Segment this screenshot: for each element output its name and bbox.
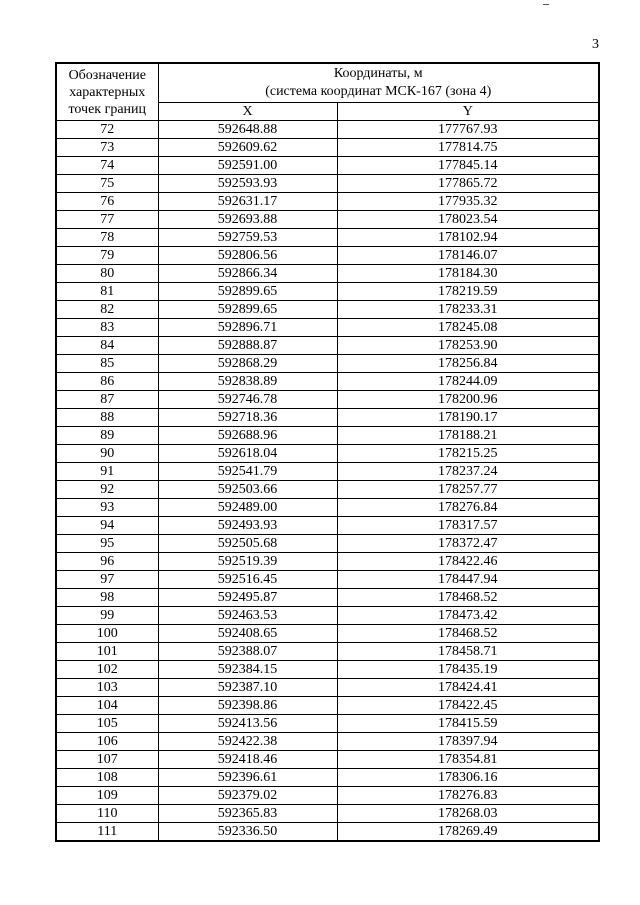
x-coordinate-cell: 592899.65 — [158, 301, 337, 319]
x-coordinate-cell: 592422.38 — [158, 733, 337, 751]
point-number-cell: 102 — [56, 661, 158, 679]
x-coordinate-cell: 592493.93 — [158, 517, 337, 535]
table-row — [56, 121, 599, 139]
table-row — [56, 589, 599, 607]
y-coordinate-cell: 178200.96 — [337, 391, 599, 409]
table-row — [56, 679, 599, 697]
point-number-cell: 81 — [56, 283, 158, 301]
y-coordinate-cell: 178422.45 — [337, 697, 599, 715]
scan-mark — [543, 4, 549, 5]
table-row — [56, 409, 599, 427]
table-row — [56, 481, 599, 499]
table-row — [56, 427, 599, 445]
table-row — [56, 373, 599, 391]
x-coordinate-cell: 592541.79 — [158, 463, 337, 481]
point-number-cell: 91 — [56, 463, 158, 481]
point-label-header — [56, 63, 158, 121]
y-coordinate-cell: 178253.90 — [337, 337, 599, 355]
y-coordinate-cell: 177767.93 — [337, 121, 599, 139]
y-column-header: Y — [337, 103, 599, 121]
y-coordinate-cell: 178268.03 — [337, 805, 599, 823]
x-coordinate-cell: 592408.65 — [158, 625, 337, 643]
coordinates-subtitle: (система координат МСК-167 (зона 4) — [265, 84, 492, 99]
y-coordinate-cell: 178372.47 — [337, 535, 599, 553]
x-coordinate-cell: 592516.45 — [158, 571, 337, 589]
x-coordinate-cell: 592899.65 — [158, 283, 337, 301]
y-coordinate-cell: 178237.24 — [337, 463, 599, 481]
y-coordinate-cell: 178354.81 — [337, 751, 599, 769]
point-number-cell: 72 — [56, 121, 158, 139]
x-coordinate-cell: 592503.66 — [158, 481, 337, 499]
x-coordinate-cell: 592868.29 — [158, 355, 337, 373]
x-coordinate-cell: 592495.87 — [158, 589, 337, 607]
point-number-cell: 75 — [56, 175, 158, 193]
y-coordinate-cell: 178317.57 — [337, 517, 599, 535]
point-number-cell: 86 — [56, 373, 158, 391]
table-row — [56, 751, 599, 769]
x-coordinate-cell: 592759.53 — [158, 229, 337, 247]
x-coordinate-cell: 592838.89 — [158, 373, 337, 391]
x-coordinate-cell: 592593.93 — [158, 175, 337, 193]
y-coordinate-cell: 178188.21 — [337, 427, 599, 445]
y-coordinate-cell: 178219.59 — [337, 283, 599, 301]
y-coordinate-cell: 178468.52 — [337, 625, 599, 643]
table-row — [56, 625, 599, 643]
point-label-line: точек границ — [68, 101, 147, 117]
table-row — [56, 337, 599, 355]
point-number-cell: 92 — [56, 481, 158, 499]
table-row — [56, 229, 599, 247]
table-row — [56, 139, 599, 157]
point-number-cell: 78 — [56, 229, 158, 247]
table-row — [56, 697, 599, 715]
y-coordinate-cell: 178306.16 — [337, 769, 599, 787]
y-coordinate-cell: 178256.84 — [337, 355, 599, 373]
y-coordinate-cell: 178215.25 — [337, 445, 599, 463]
point-number-cell: 104 — [56, 697, 158, 715]
table-row — [56, 553, 599, 571]
table-row — [56, 535, 599, 553]
x-coordinate-cell: 592384.15 — [158, 661, 337, 679]
point-number-cell: 84 — [56, 337, 158, 355]
point-number-cell: 82 — [56, 301, 158, 319]
y-coordinate-cell: 178458.71 — [337, 643, 599, 661]
point-number-cell: 109 — [56, 787, 158, 805]
table-row — [56, 607, 599, 625]
x-coordinate-cell: 592693.88 — [158, 211, 337, 229]
y-coordinate-cell: 178245.08 — [337, 319, 599, 337]
point-number-cell: 93 — [56, 499, 158, 517]
y-coordinate-cell: 178435.19 — [337, 661, 599, 679]
coordinates-table — [55, 62, 600, 842]
table-row — [56, 733, 599, 751]
x-coordinate-cell: 592648.88 — [158, 121, 337, 139]
y-coordinate-cell: 178023.54 — [337, 211, 599, 229]
y-coordinate-cell: 177865.72 — [337, 175, 599, 193]
table-row — [56, 661, 599, 679]
y-coordinate-cell: 178190.17 — [337, 409, 599, 427]
x-coordinate-cell: 592489.00 — [158, 499, 337, 517]
coordinates-header — [158, 63, 599, 103]
x-coordinate-cell: 592418.46 — [158, 751, 337, 769]
y-coordinate-cell: 178447.94 — [337, 571, 599, 589]
y-coordinate-cell: 178424.41 — [337, 679, 599, 697]
y-coordinate-cell: 178184.30 — [337, 265, 599, 283]
table-row — [56, 157, 599, 175]
point-number-cell: 106 — [56, 733, 158, 751]
table-row — [56, 571, 599, 589]
table-row — [56, 463, 599, 481]
y-coordinate-cell: 178257.77 — [337, 481, 599, 499]
x-coordinate-cell: 592688.96 — [158, 427, 337, 445]
point-number-cell: 83 — [56, 319, 158, 337]
table-body — [56, 121, 599, 842]
point-number-cell: 105 — [56, 715, 158, 733]
point-number-cell: 87 — [56, 391, 158, 409]
table-row — [56, 355, 599, 373]
x-coordinate-cell: 592718.36 — [158, 409, 337, 427]
table-row — [56, 193, 599, 211]
table-row — [56, 265, 599, 283]
x-coordinate-cell: 592888.87 — [158, 337, 337, 355]
point-number-cell: 90 — [56, 445, 158, 463]
y-coordinate-cell: 178422.46 — [337, 553, 599, 571]
y-coordinate-cell: 178468.52 — [337, 589, 599, 607]
y-coordinate-cell: 178269.49 — [337, 823, 599, 842]
x-coordinate-cell: 592413.56 — [158, 715, 337, 733]
table-row — [56, 445, 599, 463]
point-number-cell: 79 — [56, 247, 158, 265]
table-row — [56, 517, 599, 535]
point-number-cell: 103 — [56, 679, 158, 697]
table-row — [56, 715, 599, 733]
table-row — [56, 319, 599, 337]
y-coordinate-cell: 178102.94 — [337, 229, 599, 247]
x-coordinate-cell: 592866.34 — [158, 265, 337, 283]
table-row — [56, 301, 599, 319]
point-number-cell: 111 — [56, 823, 158, 842]
table-row — [56, 499, 599, 517]
point-number-cell: 110 — [56, 805, 158, 823]
point-number-cell: 101 — [56, 643, 158, 661]
point-number-cell: 95 — [56, 535, 158, 553]
table-row — [56, 175, 599, 193]
point-number-cell: 96 — [56, 553, 158, 571]
x-coordinate-cell: 592379.02 — [158, 787, 337, 805]
point-number-cell: 73 — [56, 139, 158, 157]
x-coordinate-cell: 592806.56 — [158, 247, 337, 265]
x-coordinate-cell: 592591.00 — [158, 157, 337, 175]
point-number-cell: 77 — [56, 211, 158, 229]
table-row — [56, 283, 599, 301]
table-row — [56, 391, 599, 409]
y-coordinate-cell: 178244.09 — [337, 373, 599, 391]
table-row — [56, 211, 599, 229]
point-number-cell: 108 — [56, 769, 158, 787]
point-number-cell: 88 — [56, 409, 158, 427]
point-number-cell: 107 — [56, 751, 158, 769]
x-coordinate-cell: 592398.86 — [158, 697, 337, 715]
x-coordinate-cell: 592396.61 — [158, 769, 337, 787]
point-number-cell: 100 — [56, 625, 158, 643]
y-coordinate-cell: 178276.84 — [337, 499, 599, 517]
y-coordinate-cell: 178415.59 — [337, 715, 599, 733]
y-coordinate-cell: 178276.83 — [337, 787, 599, 805]
point-number-cell: 89 — [56, 427, 158, 445]
table-row — [56, 247, 599, 265]
y-coordinate-cell: 178397.94 — [337, 733, 599, 751]
x-coordinate-cell: 592505.68 — [158, 535, 337, 553]
point-number-cell: 76 — [56, 193, 158, 211]
x-coordinate-cell: 592387.10 — [158, 679, 337, 697]
x-coordinate-cell: 592618.04 — [158, 445, 337, 463]
y-coordinate-cell: 178146.07 — [337, 247, 599, 265]
y-coordinate-cell: 178233.31 — [337, 301, 599, 319]
y-coordinate-cell: 177845.14 — [337, 157, 599, 175]
x-coordinate-cell: 592463.53 — [158, 607, 337, 625]
x-coordinate-cell: 592631.17 — [158, 193, 337, 211]
point-label-line: характерных — [69, 84, 146, 100]
page-number: 3 — [592, 37, 599, 52]
table-row — [56, 823, 599, 842]
point-number-cell: 80 — [56, 265, 158, 283]
point-number-cell: 98 — [56, 589, 158, 607]
y-coordinate-cell: 178473.42 — [337, 607, 599, 625]
point-label-line: Обозначение — [68, 67, 146, 83]
point-number-cell: 94 — [56, 517, 158, 535]
x-coordinate-cell: 592746.78 — [158, 391, 337, 409]
point-number-cell: 97 — [56, 571, 158, 589]
coordinates-title: Координаты, м — [333, 66, 423, 81]
x-coordinate-cell: 592896.71 — [158, 319, 337, 337]
point-number-cell: 74 — [56, 157, 158, 175]
x-coordinate-cell: 592336.50 — [158, 823, 337, 842]
y-coordinate-cell: 177935.32 — [337, 193, 599, 211]
table-row — [56, 769, 599, 787]
x-coordinate-cell: 592365.83 — [158, 805, 337, 823]
x-coordinate-cell: 592388.07 — [158, 643, 337, 661]
y-coordinate-cell: 177814.75 — [337, 139, 599, 157]
table-header-row — [56, 63, 599, 103]
table-row — [56, 643, 599, 661]
x-column-header: X — [158, 103, 337, 121]
point-number-cell: 85 — [56, 355, 158, 373]
x-coordinate-cell: 592519.39 — [158, 553, 337, 571]
x-coordinate-cell: 592609.62 — [158, 139, 337, 157]
point-number-cell: 99 — [56, 607, 158, 625]
table-row — [56, 787, 599, 805]
table-row — [56, 805, 599, 823]
